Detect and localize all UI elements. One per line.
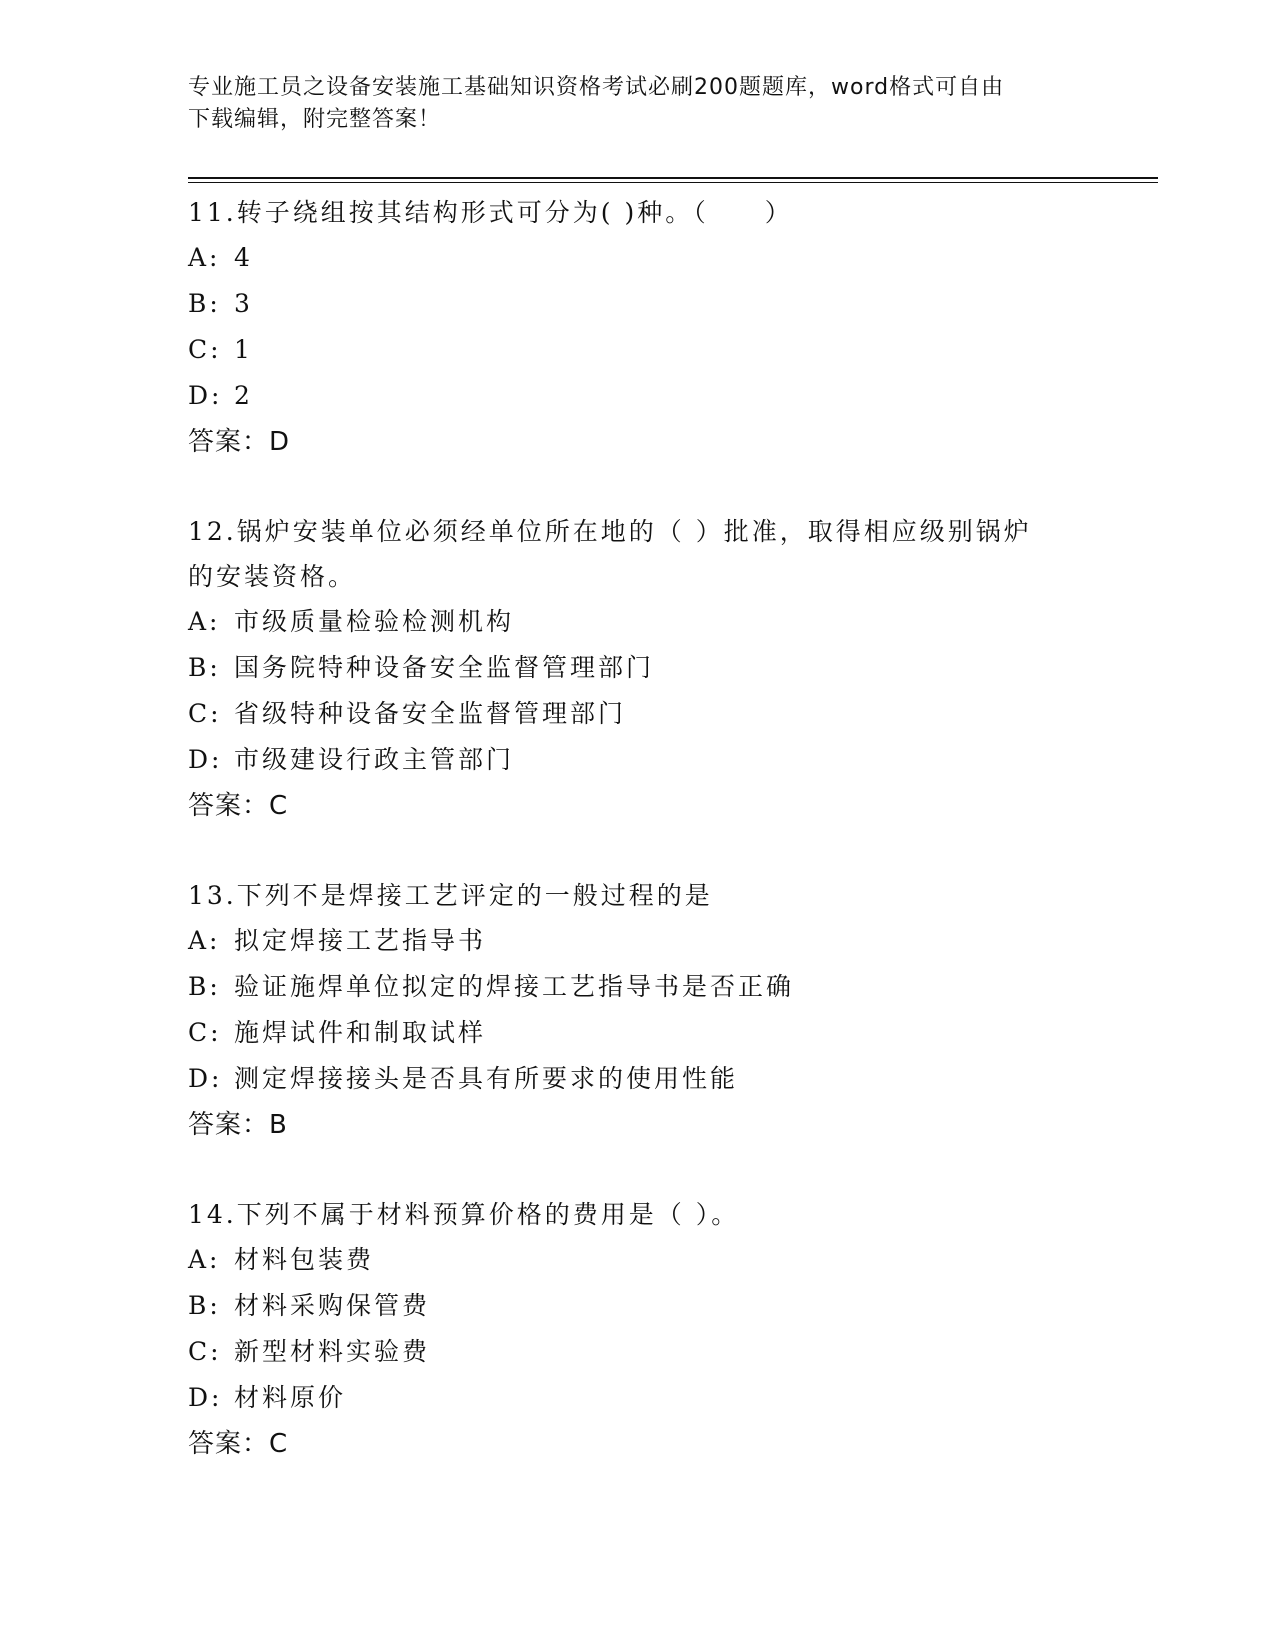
header-line-1: 专业施工员之设备安装施工基础知识资格考试必刷200题题库，word格式可自由 (188, 75, 1005, 100)
question-spacer (188, 829, 1088, 873)
option-text: 市级建设行政主管部门 (234, 745, 515, 774)
question-spacer (188, 1148, 1088, 1192)
option-text: 国务院特种设备安全监督管理部门 (234, 653, 655, 682)
question-spacer (188, 465, 1088, 509)
option-text: 新型材料实验费 (234, 1337, 431, 1366)
answer-line: 答案：D (188, 427, 291, 457)
question-14 (188, 1192, 1088, 1467)
option-b (188, 645, 1088, 691)
header-divider-thin (188, 182, 1158, 183)
question-stem-line: 14.下列不属于材料预算价格的费用是（ ）。 (188, 1200, 740, 1229)
option-key: C: (188, 1337, 222, 1366)
option-key: B: (188, 1291, 221, 1320)
question-stem-line: 13.下列不是焊接工艺评定的一般过程的是 (188, 881, 713, 910)
option-c (188, 691, 1088, 737)
option-a (188, 599, 1088, 645)
answer-line: 答案：B (188, 1110, 288, 1140)
option-key: B: (188, 653, 221, 682)
option-d (188, 737, 1088, 783)
option-b (188, 1283, 1088, 1329)
option-c (188, 327, 1088, 373)
question-11 (188, 190, 1088, 465)
question-13 (188, 873, 1088, 1148)
option-text: 施焊试件和制取试样 (234, 1018, 487, 1047)
option-text: 验证施焊单位拟定的焊接工艺指导书是否正确 (234, 972, 795, 1001)
document-header (188, 72, 1078, 136)
option-d (188, 1056, 1088, 1102)
question-stem (188, 509, 1088, 599)
option-text: 材料原价 (234, 1383, 347, 1412)
header-line-2: 下载编辑，附完整答案！ (188, 107, 442, 132)
option-key: A: (188, 926, 221, 955)
option-d (188, 1375, 1088, 1421)
option-text: 2 (234, 381, 253, 410)
option-d (188, 373, 1088, 419)
option-b (188, 281, 1088, 327)
question-stem-line: 11.转子绕组按其结构形式可分为( )种。（ ） (188, 198, 793, 227)
question-stem (188, 190, 1088, 235)
option-key: D: (188, 1064, 223, 1093)
question-stem-line: 的安装资格。 (188, 562, 357, 591)
option-text: 测定焊接接头是否具有所要求的使用性能 (234, 1064, 739, 1093)
question-stem (188, 1192, 1088, 1237)
option-text: 材料采购保管费 (234, 1291, 431, 1320)
option-key: A: (188, 243, 221, 272)
answer-line: 答案：C (188, 791, 289, 821)
option-b (188, 964, 1088, 1010)
option-key: A: (188, 1245, 221, 1274)
option-key: B: (188, 289, 221, 318)
option-c (188, 1010, 1088, 1056)
option-text: 3 (234, 289, 253, 318)
question-stem-line: 12.锅炉安装单位必须经单位所在地的（ ）批准，取得相应级别锅炉 (188, 517, 1032, 546)
option-text: 4 (234, 243, 253, 272)
option-text: 市级质量检验检测机构 (234, 607, 515, 636)
header-divider-thick (188, 177, 1158, 179)
question-stem (188, 873, 1088, 918)
option-key: D: (188, 1383, 223, 1412)
option-a (188, 918, 1088, 964)
option-a (188, 1237, 1088, 1283)
option-key: C: (188, 335, 222, 364)
option-key: D: (188, 381, 223, 410)
option-key: C: (188, 1018, 222, 1047)
option-key: A: (188, 607, 221, 636)
option-c (188, 1329, 1088, 1375)
option-text: 1 (234, 335, 253, 364)
question-list (188, 190, 1088, 1467)
question-12 (188, 509, 1088, 829)
option-key: B: (188, 972, 221, 1001)
option-text: 材料包装费 (234, 1245, 375, 1274)
option-text: 拟定焊接工艺指导书 (234, 926, 487, 955)
option-text: 省级特种设备安全监督管理部门 (234, 699, 627, 728)
option-key: D: (188, 745, 223, 774)
answer-line: 答案：C (188, 1429, 289, 1459)
option-a (188, 235, 1088, 281)
option-key: C: (188, 699, 222, 728)
